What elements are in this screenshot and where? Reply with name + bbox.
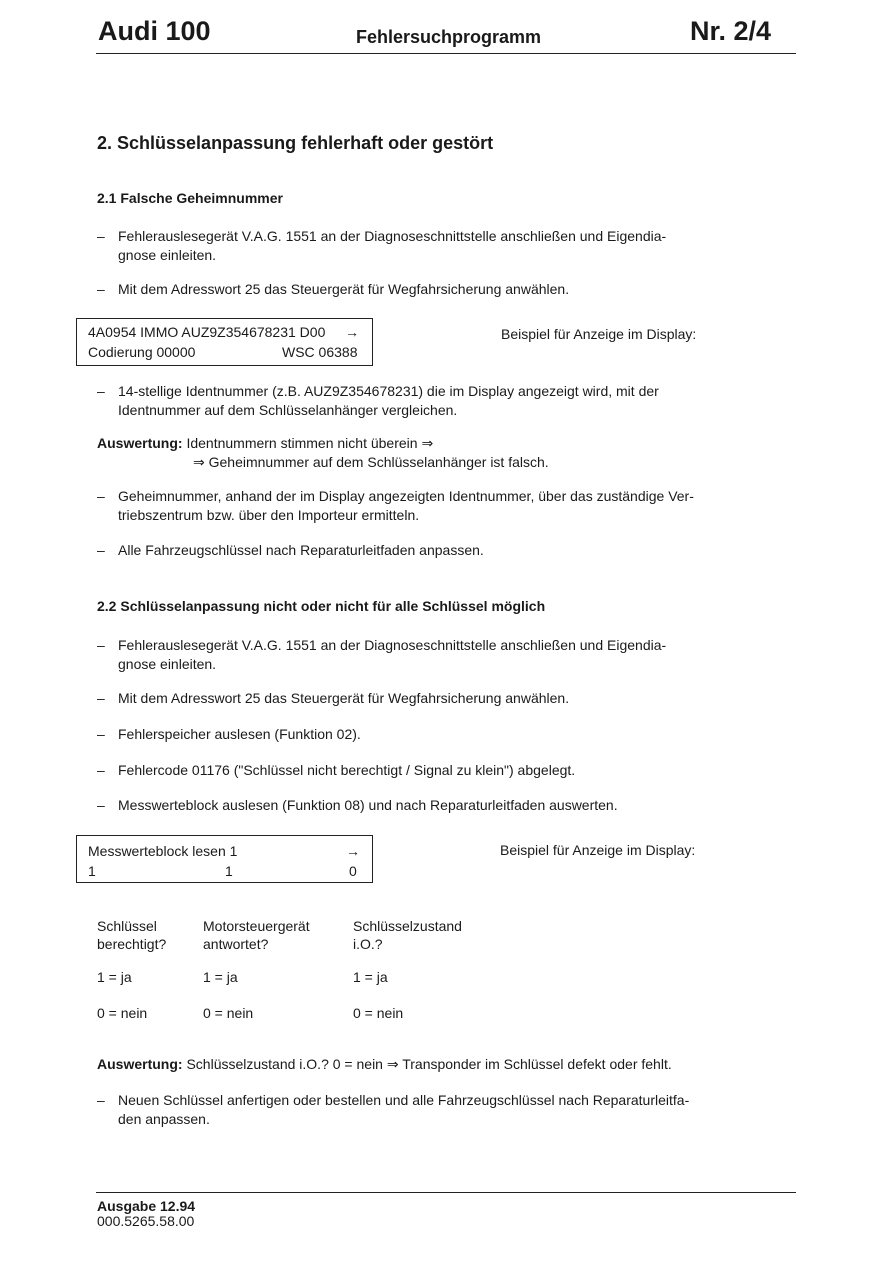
list-item-text: Fehlerauslesegerät V.A.G. 1551 an der Diagnoseschnittstelle anschließen und Eigendia- [118, 637, 667, 653]
table-header-text: Motorsteuergerät [203, 918, 310, 934]
evaluation-label: Auswertung: [97, 435, 183, 451]
list-item [97, 636, 737, 674]
list-item [97, 227, 737, 265]
list-item-text: Fehlerauslesegerät V.A.G. 1551 an der Diagnoseschnittstelle anschließen und Eigendia- [118, 228, 667, 244]
evaluation-text: ⇒ Geheimnummer auf dem Schlüsselanhänger ist falsch. [193, 454, 549, 470]
display-caption: Beispiel für Anzeige im Display: [500, 842, 696, 858]
evaluation-block [97, 434, 717, 472]
table-header-text: Schlüsselzustand [353, 918, 462, 934]
list-item [97, 541, 737, 560]
list-item [97, 725, 737, 744]
brand-title: Audi 100 [98, 16, 211, 46]
dash-marker: – [97, 797, 105, 813]
edition-label: Ausgabe 12.94 [97, 1198, 196, 1214]
list-item-text: gnose einleiten. [118, 656, 217, 672]
list-item-text: Geheimnummer, anhand der im Display angezeigten Identnummer, über das zuständige Ver- [118, 488, 694, 504]
list-item [97, 382, 737, 420]
list-item-text: Neuen Schlüssel anfertigen oder bestellen und alle Fahrzeugschlüssel nach Reparaturleitfa- [118, 1092, 690, 1108]
dash-marker: – [97, 637, 105, 653]
display-text: 0 [349, 863, 357, 879]
dash-marker: – [97, 542, 105, 558]
display-text: Codierung 00000 [88, 344, 196, 360]
subsection-2-2-title: 2.2 Schlüsselanpassung nicht oder nicht für alle Schlüssel möglich [97, 598, 546, 614]
display-text: WSC 06388 [282, 344, 358, 360]
table-header-text: berechtigt? [97, 936, 167, 952]
dash-marker: – [97, 383, 105, 399]
evaluation-text: Schlüsselzustand i.O.? 0 = nein ⇒ Transponder im Schlüssel defekt oder fehlt. [186, 1056, 672, 1072]
program-title: Fehlersuchprogramm [356, 27, 542, 47]
list-item [97, 1091, 737, 1129]
list-item-text: Mit dem Adresswort 25 das Steuergerät für Wegfahrsicherung anwählen. [118, 690, 570, 706]
display-text: 4A0954 IMMO AUZ9Z354678231 D00 [88, 324, 326, 340]
dash-marker: – [97, 762, 105, 778]
header-rule [96, 53, 796, 54]
document-number: 000.5265.58.00 [97, 1213, 195, 1229]
list-item-text: gnose einleiten. [118, 247, 217, 263]
display-line-1 [88, 841, 372, 861]
table-header [97, 917, 166, 953]
list-item-text: Identnummer auf dem Schlüsselanhänger vergleichen. [118, 402, 458, 418]
evaluation-block [97, 1056, 672, 1073]
page-number: Nr. 2/4 [690, 16, 772, 46]
dash-marker: – [97, 1092, 105, 1108]
display-text: Messwerteblock lesen 1 [88, 843, 238, 859]
list-item-text: den anpassen. [118, 1111, 210, 1127]
table-cell: 1 = ja [203, 969, 238, 985]
display-line-2 [88, 342, 372, 362]
dash-marker: – [97, 281, 105, 297]
list-item-text: 14-stellige Identnummer (z.B. AUZ9Z354678231) die im Display angezeigt wird, mit der [118, 383, 659, 399]
dash-marker: – [97, 228, 105, 244]
evaluation-label: Auswertung: [97, 1056, 183, 1072]
list-item-text: Mit dem Adresswort 25 das Steuergerät für Wegfahrsicherung anwählen. [118, 281, 570, 297]
table-cell: 0 = nein [353, 1005, 404, 1021]
display-text: 1 [88, 863, 96, 879]
list-item [97, 487, 737, 525]
arrow-right-icon: → [346, 843, 360, 859]
subsection-2-1-title: 2.1 Falsche Geheimnummer [97, 190, 283, 206]
table-cell: 0 = nein [97, 1005, 148, 1021]
list-item [97, 796, 737, 815]
table-header [353, 917, 462, 953]
section-title: 2. Schlüsselanpassung fehlerhaft oder gestört [97, 133, 494, 153]
list-item [97, 689, 737, 708]
table-header-text: antwortet? [203, 936, 269, 952]
list-item-text: Fehlerspeicher auslesen (Funktion 02). [118, 726, 361, 742]
list-item-text: Alle Fahrzeugschlüssel nach Reparaturleitfaden anpassen. [118, 542, 484, 558]
footer-rule [96, 1192, 796, 1193]
display-caption: Beispiel für Anzeige im Display: [501, 326, 697, 342]
list-item [97, 280, 737, 299]
dash-marker: – [97, 726, 105, 742]
evaluation-text: Identnummern stimmen nicht überein ⇒ [186, 435, 434, 451]
table-cell: 0 = nein [203, 1005, 254, 1021]
list-item-text: Fehlercode 01176 ("Schlüssel nicht berechtigt / Signal zu klein") abgelegt. [118, 762, 576, 778]
display-text: 1 [225, 863, 233, 879]
display-example-box [76, 318, 373, 366]
arrow-right-icon: → [345, 324, 359, 340]
list-item-text: triebszentrum bzw. über den Importeur ermitteln. [118, 507, 420, 523]
table-cell: 1 = ja [97, 969, 132, 985]
dash-marker: – [97, 690, 105, 706]
dash-marker: – [97, 488, 105, 504]
list-item [97, 761, 737, 780]
display-line-1 [88, 322, 372, 342]
table-cell: 1 = ja [353, 969, 388, 985]
table-header-text: Schlüssel [97, 918, 157, 934]
table-header [203, 917, 310, 953]
table-header-text: i.O.? [353, 936, 383, 952]
display-example-box [76, 835, 373, 883]
display-line-2 [88, 861, 372, 881]
list-item-text: Messwerteblock auslesen (Funktion 08) und nach Reparaturleitfaden auswerten. [118, 797, 618, 813]
